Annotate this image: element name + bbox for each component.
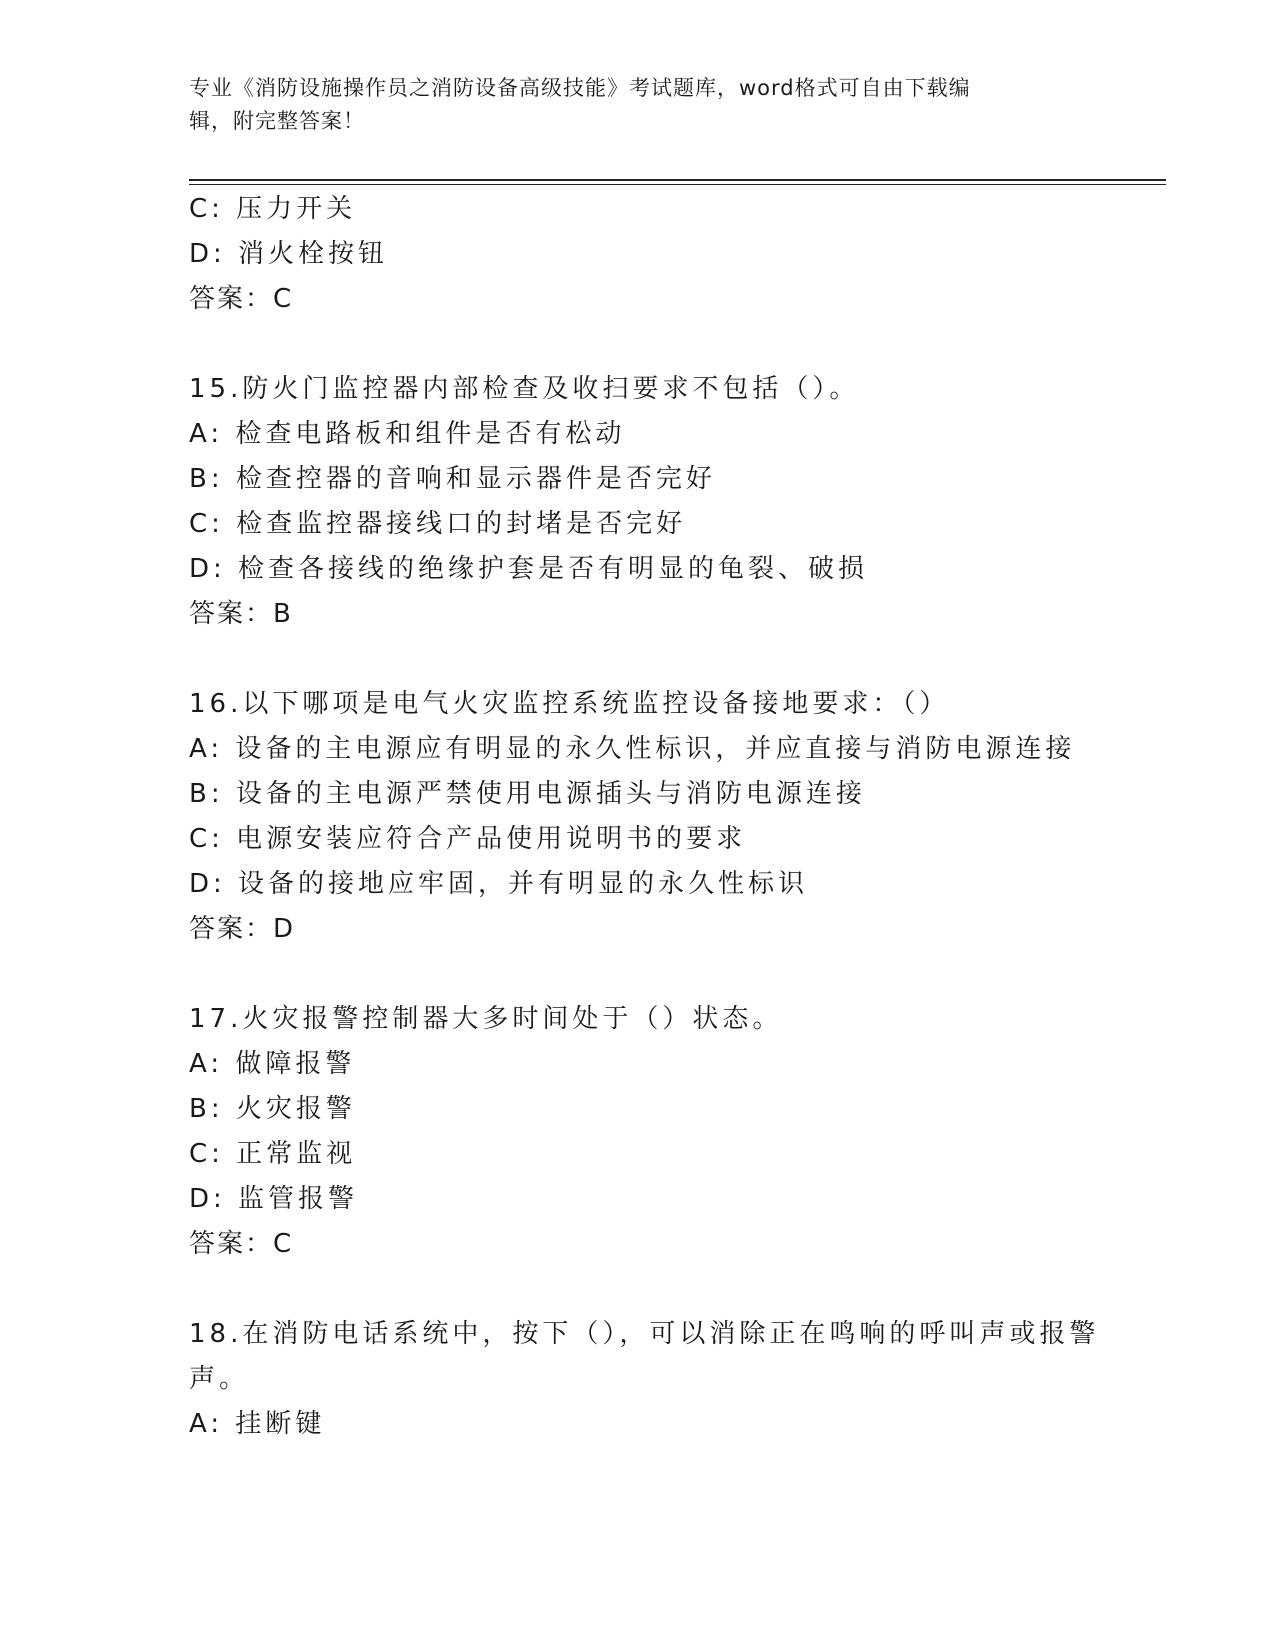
option-c: C: 检查监控器接线口的封堵是否完好: [189, 509, 687, 539]
option-b: B: 火灾报警: [189, 1094, 356, 1124]
header-divider: [189, 179, 1166, 181]
question-stem: 16.以下哪项是电气火灾监控系统监控设备接地要求：（）: [189, 689, 950, 719]
header-line-2: 辑，附完整答案！: [189, 109, 365, 133]
option-a: A: 挂断键: [189, 1409, 326, 1439]
answer: 答案：C: [189, 1229, 294, 1259]
option-c: C: 压力开关: [189, 194, 357, 224]
option-d: D: 消火栓按钮: [189, 239, 389, 269]
question-stem: 18.在消防电话系统中，按下（），可以消除正在鸣响的呼叫声或报警: [189, 1319, 1100, 1349]
option-a: A: 检查电路板和组件是否有松动: [189, 419, 626, 449]
header-divider-thin: [189, 184, 1166, 185]
option-b: B: 检查控器的音响和显示器件是否完好: [189, 464, 716, 494]
answer: 答案：B: [189, 599, 293, 629]
question-stem: 15.防火门监控器内部检查及收扫要求不包括（）。: [189, 374, 860, 404]
document-header: [189, 72, 1089, 138]
option-d: D: 检查各接线的绝缘护套是否有明显的龟裂、破损: [189, 554, 869, 584]
answer: 答案：C: [189, 284, 294, 314]
option-b: B: 设备的主电源严禁使用电源插头与消防电源连接: [189, 779, 866, 809]
option-a: A: 设备的主电源应有明显的永久性标识，并应直接与消防电源连接: [189, 734, 1076, 764]
header-line-1: 专业《消防设施操作员之消防设备高级技能》考试题库，word格式可自由下载编: [189, 76, 971, 100]
question-stem: 17.火灾报警控制器大多时间处于（）状态。: [189, 1004, 783, 1034]
option-c: C: 电源安装应符合产品使用说明书的要求: [189, 824, 747, 854]
question-stem-continued: 声。: [189, 1364, 250, 1394]
option-c: C: 正常监视: [189, 1139, 357, 1169]
answer: 答案：D: [189, 914, 296, 944]
option-d: D: 设备的接地应牢固，并有明显的永久性标识: [189, 869, 809, 899]
option-a: A: 做障报警: [189, 1049, 356, 1079]
option-d: D: 监管报警: [189, 1184, 359, 1214]
